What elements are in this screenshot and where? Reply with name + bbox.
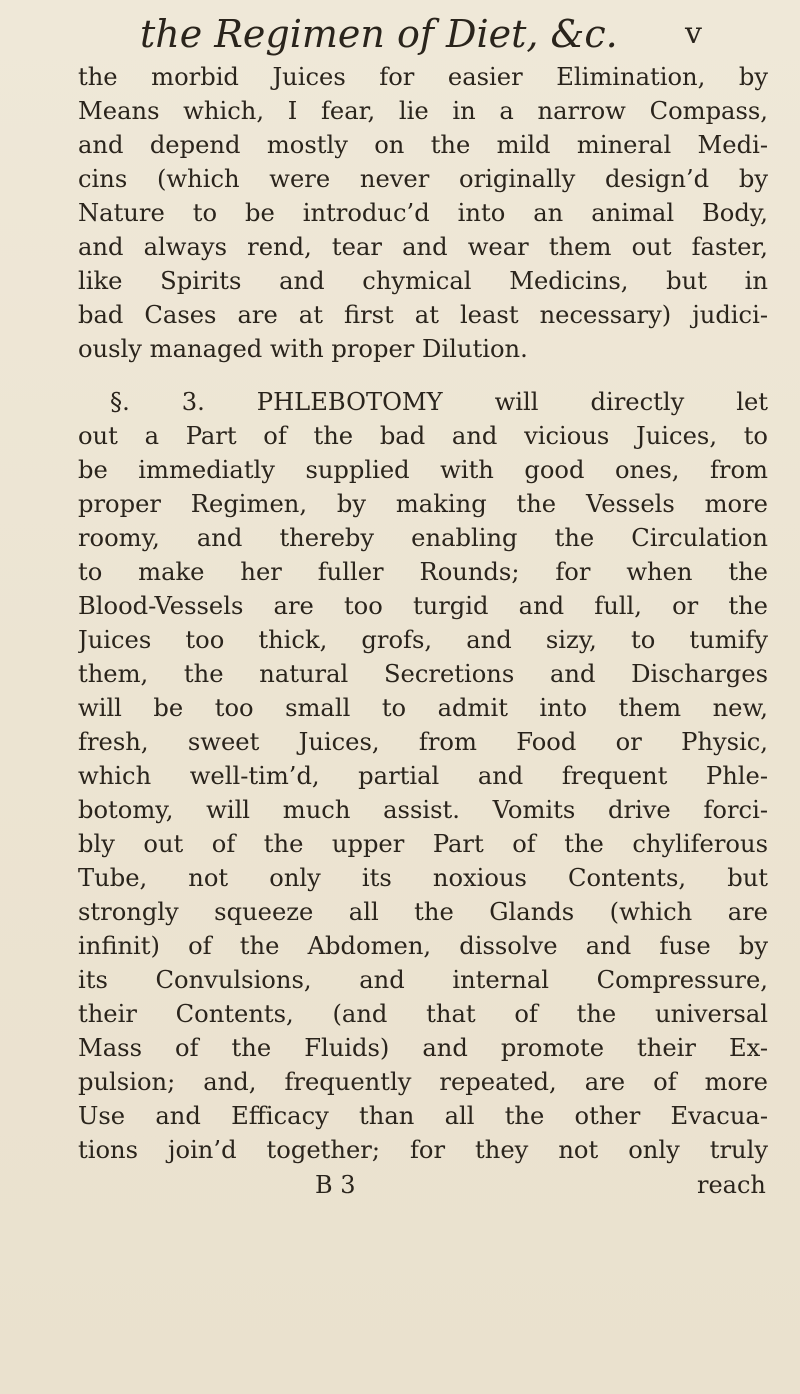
text-line: Means which, I fear, lie in a narrow Compass, — [78, 97, 768, 125]
text-line: cins (which were never originally design’d by — [78, 165, 768, 193]
text-line: and always rend, tear and wear them out faster, — [78, 233, 768, 261]
text-line: them, the natural Secretions and Discharges — [78, 660, 768, 688]
text-line: will be too small to admit into them new, — [78, 694, 768, 722]
page-number: v — [685, 16, 702, 51]
text-line: which well-tim’d, partial and frequent Phle- — [78, 762, 768, 790]
section-heading-line: §. 3. PHLEBOTOMY will directly let — [110, 388, 768, 416]
text-line: Blood-Vessels are too turgid and full, or the — [78, 592, 768, 620]
text-line: roomy, and thereby enabling the Circulation — [78, 524, 768, 552]
running-header — [140, 8, 780, 60]
text-line: Nature to be introduc’d into an animal Body, — [78, 199, 768, 227]
text-line: like Spirits and chymical Medicins, but in — [78, 267, 768, 295]
text-line: Mass of the Fluids) and promote their Ex- — [78, 1034, 768, 1062]
text-line: Juices too thick, grofs, and sizy, to tumify — [78, 626, 768, 654]
text-line: botomy, will much assist. Vomits drive forci- — [78, 796, 768, 824]
text-line: bly out of the upper Part of the chyliferous — [78, 830, 768, 858]
text-line: proper Regimen, by making the Vessels more — [78, 490, 768, 518]
text-line: to make her fuller Rounds; for when the — [78, 558, 768, 586]
text-line: its Convulsions, and internal Compressure, — [78, 966, 768, 994]
text-line: pulsion; and, frequently repeated, are of more — [78, 1068, 768, 1096]
text-line: ously managed with proper Dilution. — [78, 335, 528, 363]
text-line: and depend mostly on the mild mineral Medi- — [78, 131, 768, 159]
text-line: fresh, sweet Juices, from Food or Physic, — [78, 728, 768, 756]
signature-mark: B 3 — [315, 1171, 356, 1199]
text-line: be immediatly supplied with good ones, from — [78, 456, 768, 484]
text-line: tions join’d together; for they not only truly — [78, 1136, 768, 1164]
text-line: infinit) of the Abdomen, dissolve and fuse by — [78, 932, 768, 960]
text-line: Use and Efficacy than all the other Evacua- — [78, 1102, 768, 1130]
text-line: the morbid Juices for easier Elimination, by — [78, 63, 768, 91]
text-line: their Contents, (and that of the universal — [78, 1000, 768, 1028]
text-line: out a Part of the bad and vicious Juices, to — [78, 422, 768, 450]
text-line: Tube, not only its noxious Contents, but — [78, 864, 768, 892]
text-line: bad Cases are at first at least necessary) judici- — [78, 301, 768, 329]
text-line: strongly squeeze all the Glands (which are — [78, 898, 768, 926]
running-title: the Regimen of Diet, &c. — [140, 12, 618, 56]
catchword: reach — [697, 1171, 766, 1199]
